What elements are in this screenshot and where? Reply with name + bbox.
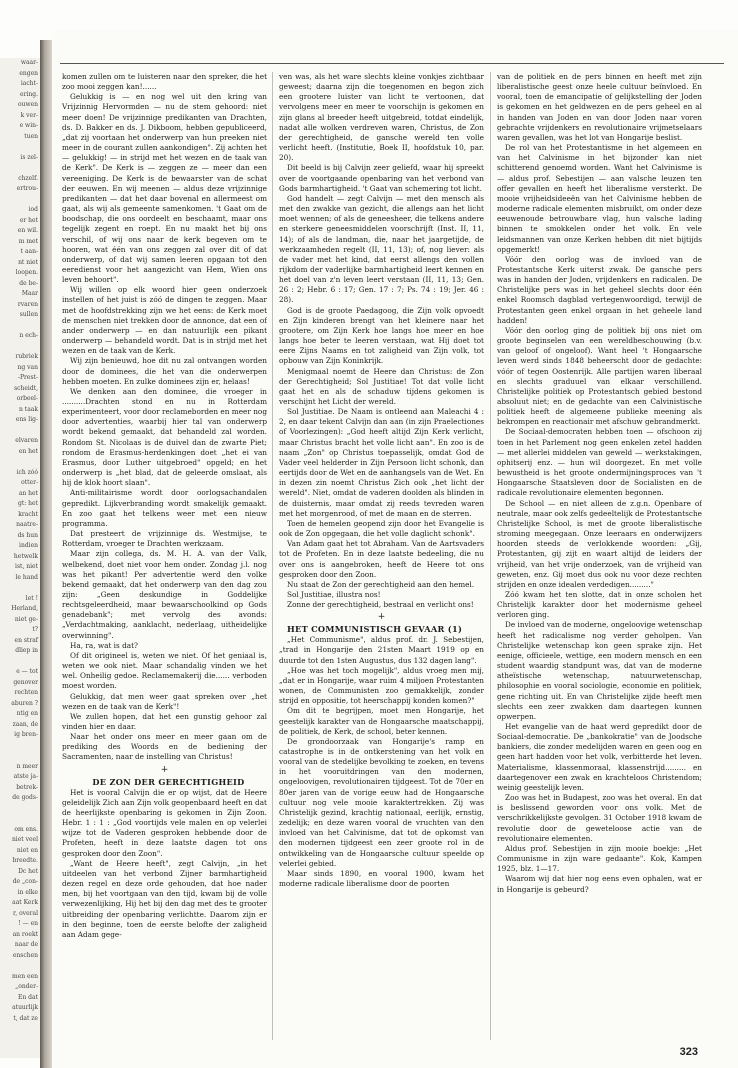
- facing-page-fragment: [0, 804, 40, 815]
- facing-page-fragment: [0, 321, 40, 332]
- paragraph: Maar zijn collega, ds. M. H. A. van der Valk, welbekend, doet niet voor hem onder. Zondag j.l. nog was het pikant! Per advertentie werd den volke bekend gemaakt, dat het onderwerp van den dag zou zijn: „Geen deskundige in Goddelijke rechtsgeleerdheid, maar bewaarschoolkind op Gods genadebank"; met vervolg des avonds: „Verdachtmaking, aanklacht, nederlaag, uitheidelijke overwinning".: [62, 549, 267, 640]
- paragraph: Vóór den oorlog ging de politiek bij ons niet om groote beginselen van een wereldbeschouwing (b.v. van geloof of ongeloof). Want heel 't Hongaarsche leven werd sinds 1848 beheerscht door de gedachte: vóór of tegen Oostenrijk. Alle partijen waren liberaal en slechts graduuel van elkaar verschillend. Christelijke politiek op Protestantsch gebied bestond absoluut niet; en de gedachte van een Calvinistische politiek heeft de algemeene publieke meening als bekrompen en reactionair met afschuw gebrandmerkt.: [497, 325, 702, 427]
- facing-page-fragment: gt: het: [17, 500, 38, 507]
- facing-page-fragment: n taak: [19, 405, 38, 413]
- book-gutter: [40, 40, 52, 1068]
- paragraph: Menigmaal noemt de Heere dan Christus: de Zon der Gerechtigheid; Sol Justitiae! Tot dat volle licht gaat het en als de schaduw tijdens gekomen is verschijnt het Licht der wereld.: [279, 366, 484, 406]
- facing-page-fragment: ertrou-: [16, 185, 38, 192]
- facing-page-fragment: iod: [28, 206, 38, 213]
- paragraph: Of dit origineel is, weten we niet. Of het geniaal is, weten we ook niet. Maar schandalig vinden we het wel. Onheilig gedoe. Reclamemakerij die...... verboden moest worden.: [62, 650, 267, 691]
- facing-page-fragment: otter-: [21, 479, 38, 486]
- column-3-paragraphs: [497, 72, 702, 895]
- paragraph: ven was, als het ware slechts kleine vonkjes zichtbaar geweest; daarna zijn die toegenomen en begon zich een grootere luister van licht te vertoonen, dat vervolgens meer en meer te voorschijn is gekomen en zijn glans al breeder heeft uitgebreid, totdat eindelijk, nadat alle wolken verdreven waren, Christus, de Zon der gerechtigheid, de gansche wereld ten volle verlicht heeft. (Institutie, Boek II, hoofdstuk 10, par. 20).: [279, 72, 484, 163]
- column-divider: [272, 72, 273, 1040]
- facing-page-fragment: t, dat ze: [13, 1014, 38, 1022]
- facing-page-fragment: rvaren: [17, 300, 38, 308]
- paragraph: Nu staat de Zon der gerechtigheid aan den hemel.: [287, 579, 475, 589]
- facing-page-fragment: ich zóó: [16, 468, 38, 476]
- facing-page-fragment: enschen: [12, 951, 38, 959]
- paragraph: Zóó kwam het ten slotte, dat in onze scholen het Christelijk karakter door het modernisme geheel verloren ging.: [497, 589, 702, 620]
- facing-page-fragment: [0, 195, 40, 206]
- facing-page-fragment: betrek-: [16, 783, 38, 791]
- paragraph: Het evangelie van de haat werd gepredikt door de Sociaal-democratie. De „bankokratie" van de Joodsche bankiers, die zonder medelijden waren en geen oog en geen hart hadden voor het volk, verbitterde het leven. Materialisme, klassenmoraal, klassenstrijd......... en daartegenover een zwak en krachteloos Christendom; weinig geestelijk leven.: [497, 722, 702, 792]
- facing-page-fragment: niet ge-: [14, 615, 38, 623]
- facing-page-fragment: men een: [12, 972, 38, 980]
- facing-page-fragment: En dat: [18, 993, 38, 1001]
- section-ornament: +: [160, 764, 169, 775]
- facing-page-fragment: [0, 961, 40, 972]
- facing-page-fragment: iacht-: [20, 80, 38, 87]
- paragraph: Het is vooral Calvijn die er op wijst, dat de Heere geleidelijk Zich aan Zijn volk geopenbaard heeft en dat de heerlijkste openbaring is gekomen in Zijn Zoon. Hebr. 1 : 1 : „God voortijds vele malen en op velerlei wijze tot de Vaderen gesproken hebbende door de Profeten, heeft in deze laatste dagen tot ons gesproken door den Zoon".: [62, 787, 267, 858]
- facing-page-fragment: [0, 751, 40, 762]
- facing-page-fragment: k ver-: [20, 111, 38, 119]
- facing-page-fragment: niet en: [16, 846, 38, 854]
- facing-page-fragment: indien: [19, 542, 38, 549]
- facing-page-fragment: aat Kerk: [12, 899, 38, 906]
- facing-page-fragment: naatre-: [16, 521, 38, 528]
- facing-page-fragment: let !: [25, 594, 38, 602]
- facing-page-fragment: aburen ?: [11, 699, 38, 707]
- facing-page-fragment: ntig en: [16, 710, 38, 717]
- facing-page-fragment: r, overal: [13, 909, 38, 917]
- facing-page-fragment: „onder-: [15, 983, 38, 990]
- facing-page-fragment: om ens.: [14, 825, 38, 833]
- facing-page-fragment: ds hun: [17, 531, 38, 539]
- paragraph: Gelukkig is — en nog wel uit den kring van Vrijzinnig Hervormden — nu de stem gehoord: niet meer doen! De vrijzinnige predikanten van Drachten, ds. D. Bakker en ds. J. Dikboom, hebben gepubliceerd, „dat zij voortaan het onderwerp van hun preeken niet meer in de courant zullen aankondigen". Zij achten het — gelukkig! — in strijd met het wezen en de taak van de Kerk". De Kerk is — zeggen ze — meer dan een vereeniging. De Kerk is de bewaarster van de schat der eeuwen. En wij meenen — aldus deze vrijzinnige predikanten — dat het daar bovenal en allermeest om gaat, als wij als gemeente samenkomen. 't Gaat om de boodschap, die ons oordeelt en beschaamt, maar ons tegelijk zegent en roept. En nu maakt het bij ons verschil, of wij ons naar de kerk begeven om te hooren, wat één van ons zeggen zal over dit of dat onderwerp, of dat wij samen leeren opgaan tot den eeredienst voor het aangezicht van Hem, Wien ons leven behoort".: [62, 92, 267, 285]
- paragraph: God handelt — zegt Calvijn — met den mensch als met den zwakke van gezicht, die allengs aan het licht moet wennen; of als de geneesheer, die telkens andere en sterkere geneesmiddelen voorschrijft (Inst. II, 11, 14); of als de landman, die, naar het jaargetijde, de werkzaamheden regelt (II, 11, 13); of, nog liever: als de vader met het kind, dat eerst allengs den vollen rijkdom der vaderlijke barmhartigheid leert kennen en het doel van z'n leven leert verstaan (II, 11, 13; Gen. 26 : 2; Hebr. 6 : 17; Gen. 17 : 7; Ps. 74 : 19; Jer. 46 : 28).: [279, 193, 484, 305]
- facing-page-fragment: en wil.: [17, 227, 38, 234]
- column-1-paragraphs: [62, 72, 267, 763]
- facing-page-fragment: ! — en: [18, 920, 38, 927]
- paragraph: Zoo was het in Budapest, zoo was het overal. En dat is beslissend geworden voor ons volk. Met de verschrikkelijkste gevolgen. 31 October 1918 kwam de revolutie door de geweteloose actie van de revolutionaire elementen.: [497, 793, 702, 843]
- facing-page-fragment: e — tot: [16, 668, 38, 675]
- paragraph: „Het Communisme", aldus prof. dr. J. Sebestijen, „trad in Hongarije den 21sten Maart 1919 op en duurde tot den 1sten Augustus, dus 132 dagen lang".: [279, 635, 484, 665]
- facing-page-fragment: ering.: [20, 90, 38, 98]
- column-2: [279, 72, 484, 1037]
- facing-page-fragment: niet veel: [11, 836, 38, 843]
- facing-page-edge: [0, 58, 40, 1058]
- facing-page-fragment: ig bren-: [14, 731, 38, 738]
- facing-page-fragment: orbeel-: [16, 395, 38, 402]
- facing-page-fragment: [0, 741, 40, 752]
- paragraph: Toen de hemelen geopend zijn door het Evangelie is ook de Zon opgegaan, die het volle daglicht schonk".: [279, 518, 484, 539]
- facing-page-fragment: [0, 426, 40, 437]
- paragraph: Vóór den oorlog was de invloed van de Protestantsche Kerk uiterst zwak. De gansche pers was in handen der Joden, vrijdenkers en radicalen. De Christelijke pers was in het geheel slechts door één enkel Roomsch dagblad vertegenwoordigd, terwijl de Protestanten geen enkel orgaan in het geheele land hadden!: [497, 254, 702, 325]
- column-divider: [490, 72, 491, 1040]
- paragraph: Wij willen op elk woord hier geen onderzoek instellen of het juist is zóó de dingen te zeggen. Maar met de hoofdstrekking zijn we het eens: de Kerk moet de menschen niet trekken door de annonce, dat een of ander onderwerp — en dan natuurlijk een pikant onderwerp — behandeld wordt. Dat is in strijd met het wezen en de taak van de Kerk.: [62, 285, 267, 356]
- facing-page-fragment: n ech-: [19, 332, 38, 339]
- facing-page-fragment: an het: [18, 489, 38, 497]
- facing-page-fragment: ens lig-: [15, 416, 38, 423]
- facing-page-fragment: en straf: [14, 636, 38, 644]
- facing-page-fragment: m met: [18, 237, 38, 245]
- column-2-paragraphs-after: [279, 635, 484, 889]
- paragraph: Gelukkig, dat men weer gaat spreken over „het wezen en de taak van de Kerk"!: [62, 691, 267, 711]
- paragraph: Dat presteert de vrijzinnige ds. Westmijse, te Rotterdam, vroeger te Drachten werkzaam.: [62, 529, 267, 549]
- facing-page-fragment: zaan, de: [12, 720, 38, 728]
- facing-page-fragment: [0, 457, 40, 468]
- facing-page-fragment: rechten: [14, 689, 38, 696]
- paragraph: Waarom wij dat hier nog eens even ophalen, wat er in Hongarije is gebeurd?: [497, 874, 702, 894]
- facing-page-fragment: t?: [32, 626, 38, 633]
- paragraph: Sol Justitiae. De Naam is ontleend aan Maleachi 4 : 2, en daar tekent Calvijn dan aan (in zijn Praelectiones of Voorlezingen): „God heeft altijd Zijn Kerk verlicht, maar Christus bracht het volle licht aan". En zoo is de naam „Zon" op Christus toepasselijk, omdat God de Vader veel helderder in Zijn Persoon licht schonk, dan eertijds door de Wet en de aanhangsels van de Wet. En in dezen zin noemt Christus Zich ook „het licht der wereld". Niet, omdat de vaderen doolden als blinden in de duisternis, maar omdat zij reeds tevreden waren met het morgenrood, of met de maan en de sterren.: [279, 407, 484, 518]
- facing-page-fragment: [0, 814, 40, 825]
- facing-page-fragment: elvaren: [15, 437, 38, 444]
- facing-page-fragment: [0, 657, 40, 668]
- facing-page-fragment: de gods-: [12, 794, 38, 801]
- paragraph: Dit beeld is bij Calvijn zeer geliefd, waar hij spreekt over de voortgaande openbaring van het verbond van Gods barmhartigheid. 't Gaat van schemering tot licht.: [279, 163, 484, 193]
- paragraph: De invloed van de moderne, ongeloovige wetenschap heeft het radicalisme nog verder geholpen. Van Christelijke wetenschap kon geen sprake zijn. Het eenige, officieele, wettige, een modern mensch en een student waardig standpunt was, dat van de moderne atheïstische wetenschap, natuurwetenschap, philosophie en vooral sociologie, economie en politiek, gene richting uit. En van Christelijke zijde heeft men slechts een zeer zwakken dam daartegen kunnen opwerpen.: [497, 620, 702, 721]
- paragraph: God is de groote Paedagoog, die Zijn volk opvoedt en Zijn kinderen brengt van het kleinere naar het grootere, om Zijn Kerk hoe langs hoe meer en hoe langs hoe beter te leeren verstaan, wat Hij doet tot eere Zijns Naams en tot zaligheid van Zijn volk, tot opbouw van Zijn Koninkrijk.: [279, 305, 484, 366]
- facing-page-fragment: engen: [19, 69, 38, 77]
- paragraph: Ha, ra, wat is dat?: [70, 640, 138, 650]
- paragraph: De rol van het Protestantisme in het algemeen en van het Calvinisme in het bijzonder kan niet schitterend genoemd worden. Want het Calvinisme is — aldus prof. Sebestijen — aan valsche leuzen ten offer gevallen en heeft het liberalisme versterkt. De mooie vrijheidsideeën van het Calvinisme hebben de moderne radicale elementen misbruikt, om onder deze eeuwenoude betrouwbare vlag, hun valsche lading binnen te smokkelen onder het volk. En vele leidsmannen van onze Kerken hebben dit niet bijtijds opgemerkt!: [497, 143, 702, 254]
- facing-page-fragment: kracht: [18, 510, 38, 518]
- paragraph: Van Adam gaat het tot Abraham. Van de Aartsvaders tot de Profeten. En in deze laatste bedeeling, die nu over ons is aangebroken, heeft de Heere tot ons gesproken door den Zoon.: [279, 539, 484, 579]
- article-headline: HET COMMUNISTISCH GEVAAR (1): [287, 624, 463, 635]
- facing-page-fragment: Herland,: [11, 605, 38, 612]
- article-headline: DE ZON DER GERECHTIGHEID: [92, 776, 245, 787]
- facing-page-fragment: Dc het: [18, 867, 38, 875]
- facing-page-fragment: en het: [18, 447, 38, 455]
- paragraph: „Hoe was het toch mogelijk", aldus vroeg men mij, „dat er in Hongarije, waar ruim 4 miljoen Protestanten wonen, de Communisten zoo gemakkelijk, zonder strijd en oppositie, tot heerschappij konden komen?": [279, 665, 484, 706]
- page-number: 323: [679, 1046, 698, 1058]
- facing-page-fragment: ouwen: [17, 101, 38, 108]
- facing-page-fragment: nt niet: [18, 258, 38, 266]
- facing-page-fragment: breedte.: [12, 857, 38, 864]
- paragraph: Maar sinds 1890, en vooral 1900, kwam het moderne radicale liberalisme door de poorten: [279, 868, 484, 889]
- facing-page-fragment: ng van: [17, 363, 38, 371]
- facing-page-fragment: in elke: [17, 888, 38, 896]
- paragraph: We zullen hopen, dat het een gunstig gehoor zal vinden hier en daar.: [62, 711, 267, 731]
- paragraph: Zonne der gerechtigheid, bestraal en verlicht ons!: [287, 600, 474, 610]
- facing-page-fragment: genover: [13, 678, 38, 686]
- facing-page-fragment: atuurlijk: [12, 1004, 38, 1011]
- facing-page-fragment: an roekt: [12, 930, 38, 938]
- paragraph: De School — en niet alleen de z.g.n. Openbare of neutrale, maar ook zelfs gedeeltelijk de Protestantsche Christelijke School, is met de groote liberalistische stroming meegegaan. Onze leeraars en onderwijzers hoorden steeds de verlokkende woorden: „Gij, Protestanten, gij zijt en waart altijd de leiders der vrijheid, van het vrije onderzoek, van de vrijheid van geweten, enz. Gij moet dus ook nu voor deze rechten strijden en onze idealen verdedigen.........": [497, 498, 702, 589]
- facing-page-fragment: tuen: [24, 132, 38, 140]
- facing-page-fragment: [0, 142, 40, 153]
- facing-page-fragment: is zel-: [20, 153, 38, 161]
- paragraph: We denken aan den dominee, die vroeger in ..........Drachten stond en nu in Rotterdam experimenteert, voor door reclameborden en meer nog door advertenties, waarbij hier tal van onderwerp wordt bekend gemaakt, dat behandeld zal worden. Rondom St. Nicolaas is de duivel dan de zwarte Piet; rondom de Erasmus-herdenkingen doet „het ei van Erasmus, door Luther uitgebroed" opgeld; en het onderwerp is „het blad, dat de geleerde omslaat, als hij de klok hoort slaan".: [62, 386, 267, 488]
- facing-page-fragment: [0, 583, 40, 594]
- paragraph: Naar het onder ons meer en meer gaan om de prediking des Woords en de bediening der Sacramenten, naar de instelling van Christus!: [62, 732, 267, 762]
- paragraph: van de politiek en de pers binnen en heeft met zijn liberalistische geest onze heele cultuur beïnvloed. En vooral, toen de emancipatie of gelijkstelling der Joden is gekomen en het geldwezen en de pers geheel en al in handen van Joden en van door Joden naar voren gebrachte vrijdenkers en revolutionaire vrijmetselaars waren gevallen, was het lot van Hongarije beslist.: [497, 72, 702, 142]
- facing-page-fragment: rubriek: [15, 353, 38, 360]
- facing-page-fragment: ist, niet: [15, 563, 38, 570]
- facing-page-fragment: t aan-: [20, 248, 38, 255]
- facing-page-fragment: de „con-: [12, 878, 38, 885]
- paragraph: De grondoorzaak van Hongarije's ramp en catastrophe is in de ontkerstening van het volk en vooral van de stedelijke bevolking te zoeken, en tevens in het vooruitdringen van den modernen, ongeloovigen, revolutionairen tijdgeest. Tot de 70er en 80er jaren van de vorige eeuw had de Hongaarsche cultuur nog vele mooie karaktertrekken. Zij was Christelijk gezind, krachtig nationaal, eerlijk, ernstig, zedelijk; en deze waren vooral de vruchten van den invloed van het Calvinisme, dat tot de opkomst van den modernen tijdgeest een zeer groote rol in de ontwikkeling van de Hongaarsche cultuur speelde op velerlei gebied.: [279, 736, 484, 868]
- paragraph: De Sociaal-democraten hebben toen — ofschoon zij toen in het Parlement nog geen enkelen zetel hadden — met allerlei middelen van geweld — werkstakingen, ophitserij enz. — hun wil doorgezet. En met volle bewustheid is het groote ondermijningsproces van 't Hongaarsche Staatsleven door de Socialisten en de radicale revolutionaire elementen begonnen.: [497, 427, 702, 498]
- facing-page-fragment: er het: [19, 216, 38, 224]
- paragraph: Aldus prof. Sebestijen in zijn mooie boekje: „Het Communisme in zijn ware gedaante". Kok, Kampen 1925, blz. 1—17.: [497, 843, 702, 874]
- column-3: [497, 72, 702, 1037]
- facing-page-fragment: hetwelk: [13, 552, 38, 560]
- facing-page-fragment: [0, 342, 40, 353]
- paragraph: Sol Justitiae, illustra nos!: [287, 589, 381, 599]
- facing-page-fragment: n meer: [16, 762, 38, 770]
- facing-page-fragment: de be-: [19, 279, 38, 287]
- facing-page-fragment: le hand: [15, 573, 38, 581]
- facing-page-fragment: dliep in: [15, 647, 38, 654]
- facing-page-fragment: Maar: [21, 290, 38, 297]
- facing-page-fragment: atste ja-: [13, 773, 38, 780]
- column-2-paragraphs: [279, 72, 484, 610]
- facing-page-fragment: sullen: [19, 311, 38, 318]
- facing-page-fragment: naar de: [14, 941, 38, 948]
- facing-page-fragment: waar-: [20, 59, 38, 66]
- column-1: [62, 72, 267, 1037]
- section-ornament: +: [377, 612, 386, 623]
- paragraph: Om dit te begrijpen, moet men Hongarije, het geestelijk karakter van de Hongaarsche maatschappij, de politiek, de Kerk, de school, beter kennen.: [279, 706, 484, 736]
- paragraph: „Want de Heere heeft", zegt Calvijn, „in het uitdeelen van het verbond Zijner barmhartigheid dezen regel en deze orde gehouden, dat hoe nader men, bij het voortgaan van den tijd, kwam bij de volle verwezenlijking, Hij het bij den dag met des te grooter uitbreiding der openbaring verlichtte. Daarom zijn er in den beginne, toen de eerste belofte der zaligheid aan Adam gege-: [62, 858, 267, 939]
- header-rule: [60, 63, 724, 64]
- facing-page-fragment: -Prest-: [17, 374, 38, 381]
- facing-page-fragment: loopen.: [15, 269, 38, 276]
- paragraph: Anti-militairisme wordt door oorlogsachandalen gepredikt. Lijkverbranding wordt smakelijk gemaakt. En zoo gaat het telkens weer met een nieuw programma.: [62, 488, 267, 528]
- column-1-paragraphs-after: [62, 788, 267, 940]
- facing-page-fragment: [0, 163, 40, 174]
- facing-page-fragment: chzelf.: [18, 174, 38, 182]
- facing-page-fragment: e win-: [19, 122, 38, 129]
- paragraph: Wij zijn benieuwd, hoe dit nu zal ontvangen worden door de dominees, die het van die onderwerpen hebben moeten. En zulke dominees zijn er, helaas!: [62, 356, 267, 386]
- paragraph: komen zullen om te luisteren naar den spreker, die het zoo mooi zeggen kan!......: [62, 72, 267, 92]
- facing-page-fragment: scheidt,: [14, 384, 38, 392]
